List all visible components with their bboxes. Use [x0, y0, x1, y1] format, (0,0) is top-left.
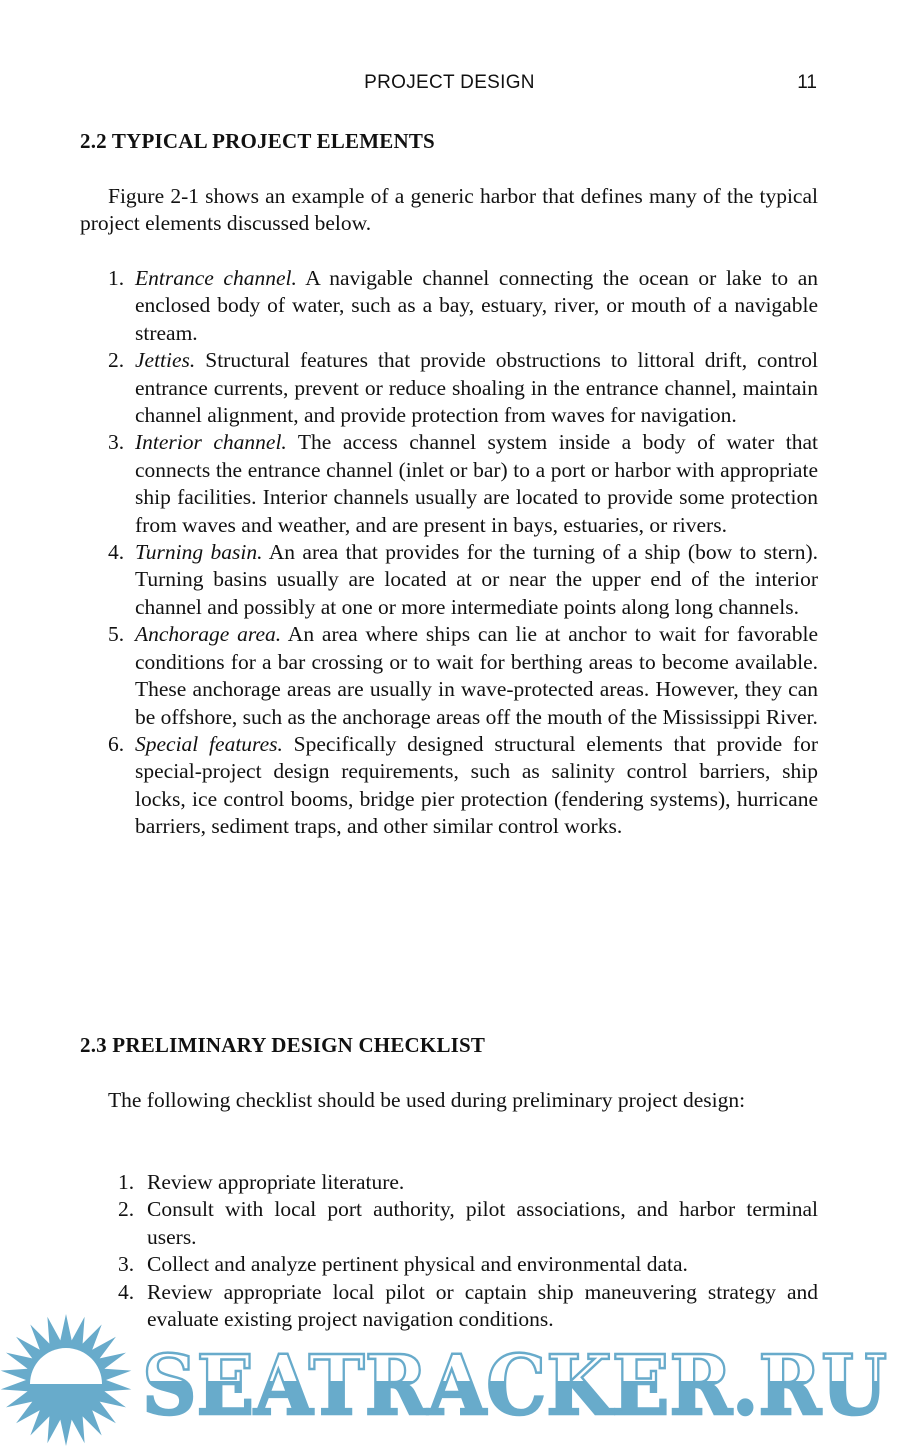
- section-heading-2-2: 2.2 TYPICAL PROJECT ELEMENTS: [80, 129, 435, 153]
- item-term: Anchorage area.: [135, 622, 282, 647]
- list-item: [108, 621, 818, 731]
- item-text: The access channel system inside a body of water that connects the entrance channel (inlet or bar) to a port or harbor with appropriate ship facilities. Interior channels usually are located to provide some protection from waves and weather, and are present in bays, estuaries, or rivers.: [135, 430, 818, 537]
- item-text: Structural features that provide obstructions to littoral drift, control entrance currents, prevent or reduce shoaling in the entrance channel, maintain channel alignment, and provide protection from waves for navigation.: [135, 348, 818, 428]
- list-item: [118, 1169, 818, 1196]
- item-number: 4.: [108, 540, 125, 565]
- item-number: 2.: [108, 348, 125, 373]
- item-text: Specifically designed structural elements that provide for special-project design requirements, such as salinity control barriers, ship locks, ice control booms, bridge pier protection (fendering systems), hurricane barriers, sediment traps, and other similar control works.: [135, 731, 818, 839]
- item-text: Collect and analyze pertinent physical and environmental data.: [147, 1252, 688, 1277]
- item-term: Jetties.: [135, 348, 196, 373]
- item-text: An area that provides for the turning of a ship (bow to stern). Turning basins usually are located at or near the upper end of the interior channel and possibly at one or more intermediate points along long channels.: [135, 540, 819, 619]
- item-term: Special features.: [135, 731, 283, 756]
- section-2-2-intro: Figure 2-1 shows an example of a generic harbor that defines many of the typical project elements discussed below.: [80, 184, 818, 236]
- watermark-logo: [0, 1312, 899, 1448]
- item-text: Review appropriate local pilot or captain ship maneuvering strategy and evaluate existing project navigation conditions.: [147, 1279, 818, 1332]
- section-heading-2-3: 2.3 PRELIMINARY DESIGN CHECKLIST: [80, 1033, 486, 1057]
- list-item: [118, 1251, 818, 1278]
- list-item: [108, 429, 818, 539]
- section-2-3-intro: The following checklist should be used during preliminary project design:: [108, 1088, 746, 1112]
- list-item: [118, 1196, 818, 1251]
- watermark-text: SEATRACKER.RU: [142, 1338, 887, 1434]
- item-text: Consult with local port authority, pilot associations, and harbor terminal users.: [147, 1197, 818, 1249]
- item-number: 4.: [118, 1279, 135, 1304]
- list-item: [108, 731, 818, 841]
- item-text: Review appropriate literature.: [147, 1170, 405, 1194]
- item-term: Turning basin.: [135, 540, 263, 565]
- item-number: 1.: [118, 1170, 135, 1194]
- item-number: 5.: [108, 622, 125, 647]
- list-item: [108, 347, 818, 429]
- item-text: A navigable channel connecting the ocean or lake to an enclosed body of water, such as a bay, estuary, river, or mouth of a navigable stream.: [135, 266, 818, 345]
- list-item: [108, 265, 818, 347]
- item-number: 1.: [108, 266, 125, 290]
- item-term: Interior channel.: [135, 430, 287, 455]
- list-item: [108, 539, 819, 621]
- project-elements-list: [108, 265, 819, 841]
- item-number: 3.: [108, 430, 125, 455]
- page-number: 11: [797, 72, 817, 93]
- sun-icon: [1, 1314, 132, 1446]
- item-number: 3.: [118, 1252, 135, 1277]
- running-title: PROJECT DESIGN: [364, 72, 535, 93]
- item-text: An area where ships can lie at anchor to wait for favorable conditions for a bar crossing or to wait for berthing areas to become available. These anchorage areas are usually in wave-protected areas. However, they can be offshore, such as the anchorage areas off the mouth of the Mississippi River.: [135, 622, 818, 729]
- design-checklist: [118, 1169, 818, 1333]
- item-number: 2.: [118, 1197, 135, 1222]
- item-term: Entrance channel.: [135, 266, 297, 290]
- item-number: 6.: [108, 731, 125, 756]
